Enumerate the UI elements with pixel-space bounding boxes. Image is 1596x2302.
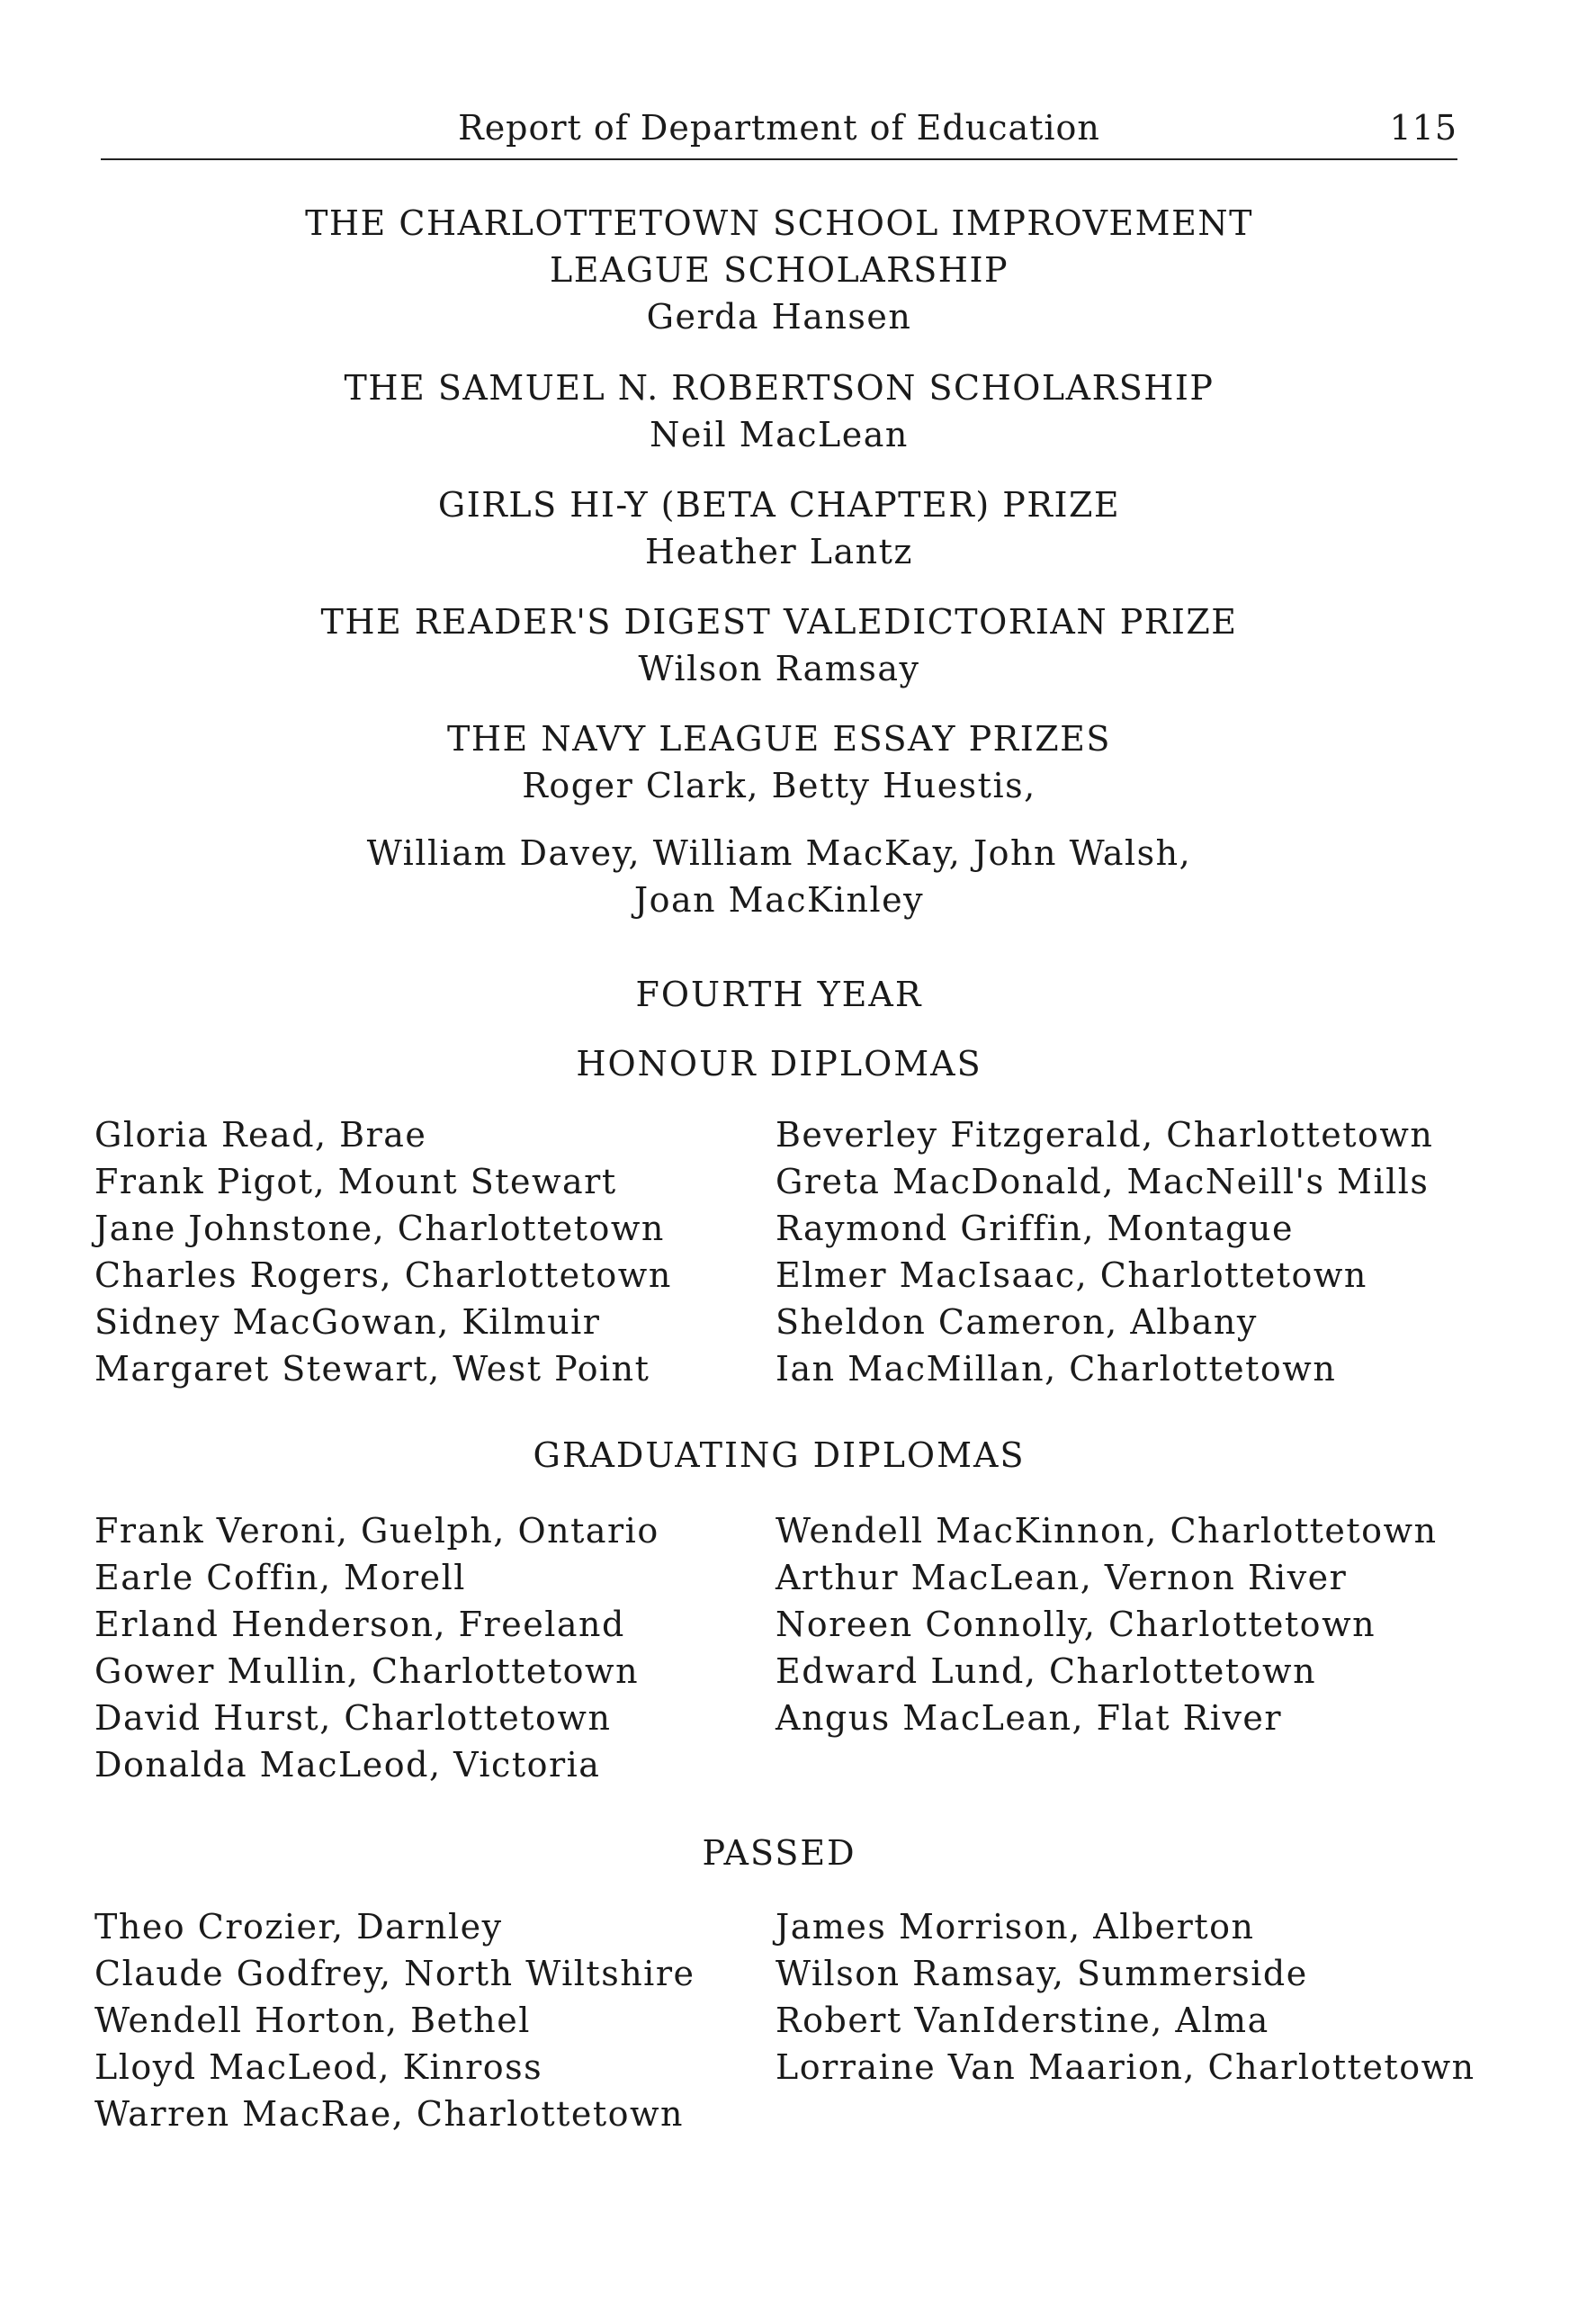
list-item: Gloria Read, Brae <box>94 1115 427 1155</box>
graduating-diplomas-right-column <box>776 1507 1438 1741</box>
passed-right-column <box>776 1903 1475 2091</box>
list-item: Claude Godfrey, North Wiltshire <box>94 1954 695 1993</box>
award-title: THE CHARLOTTETOWN SCHOOL IMPROVEMENT <box>305 203 1253 243</box>
award-navy-league-essay-prizes <box>101 715 1457 809</box>
award-recipient: Heather Lantz <box>645 532 913 571</box>
list-item: Sidney MacGowan, Kilmuir <box>94 1302 601 1342</box>
list-item: Jane Johnstone, Charlottetown <box>94 1209 665 1248</box>
running-title: Report of Department of Education <box>458 108 1100 148</box>
list-item: Margaret Stewart, West Point <box>94 1349 650 1389</box>
award-title: THE NAVY LEAGUE ESSAY PRIZES <box>447 719 1111 759</box>
award-recipient: Roger Clark, Betty Huestis, <box>522 766 1036 805</box>
list-item: Charles Rogers, Charlottetown <box>94 1255 672 1295</box>
list-item: Raymond Griffin, Montague <box>776 1209 1294 1248</box>
list-item: Wendell Horton, Bethel <box>94 2001 531 2040</box>
award-recipient: Joan MacKinley <box>633 880 925 920</box>
list-item: Noreen Connolly, Charlottetown <box>776 1605 1376 1644</box>
list-item: Earle Coffin, Morell <box>94 1558 466 1597</box>
page-number: 115 <box>1389 108 1457 148</box>
year-heading: FOURTH YEAR <box>635 975 923 1014</box>
award-title: GIRLS HI-Y (BETA CHAPTER) PRIZE <box>437 485 1121 525</box>
list-item: Wilson Ramsay, Summerside <box>776 1954 1308 1993</box>
list-item: Frank Veroni, Guelph, Ontario <box>94 1511 659 1551</box>
award-title: THE SAMUEL N. ROBERTSON SCHOLARSHIP <box>344 368 1215 408</box>
list-item: James Morrison, Alberton <box>776 1907 1255 1947</box>
award-recipient: Neil MacLean <box>650 415 909 454</box>
award-readers-digest-prize <box>101 598 1457 692</box>
list-item: Erland Henderson, Freeland <box>94 1605 625 1644</box>
award-navy-league-recipients <box>101 830 1457 923</box>
running-header <box>101 106 1457 160</box>
honour-diplomas-heading: HONOUR DIPLOMAS <box>576 1044 982 1084</box>
list-item: Edward Lund, Charlottetown <box>776 1651 1317 1691</box>
list-item: Lloyd MacLeod, Kinross <box>94 2047 543 2087</box>
honour-diplomas-right-column <box>776 1111 1433 1392</box>
award-recipient: Gerda Hansen <box>646 297 912 337</box>
list-item: Ian MacMillan, Charlottetown <box>776 1349 1337 1389</box>
award-recipient: Wilson Ramsay <box>638 649 920 688</box>
list-item: Robert VanIderstine, Alma <box>776 2001 1269 2040</box>
graduating-diplomas-heading: GRADUATING DIPLOMAS <box>533 1435 1026 1475</box>
list-item: Angus MacLean, Flat River <box>776 1698 1283 1738</box>
list-item: Donalda MacLeod, Victoria <box>94 1745 601 1785</box>
award-title: LEAGUE SCHOLARSHIP <box>549 250 1009 290</box>
list-item: Gower Mullin, Charlottetown <box>94 1651 640 1691</box>
passed-heading: PASSED <box>702 1833 856 1873</box>
award-recipient: William Davey, William MacKay, John Walsh, <box>366 833 1192 873</box>
honour-diplomas-left-column <box>94 1111 672 1392</box>
list-item: Theo Crozier, Darnley <box>94 1907 503 1947</box>
list-item: Greta MacDonald, MacNeill's Mills <box>776 1162 1430 1201</box>
list-item: Wendell MacKinnon, Charlottetown <box>776 1511 1438 1551</box>
list-item: Elmer MacIsaac, Charlottetown <box>776 1255 1367 1295</box>
list-item: Frank Pigot, Mount Stewart <box>94 1162 617 1201</box>
award-school-improvement-scholarship <box>101 200 1457 340</box>
list-item: Warren MacRae, Charlottetown <box>94 2094 684 2134</box>
list-item: Lorraine Van Maarion, Charlottetown <box>776 2047 1475 2087</box>
graduating-diplomas-left-column <box>94 1507 659 1788</box>
award-robertson-scholarship <box>101 364 1457 458</box>
list-item: Beverley Fitzgerald, Charlottetown <box>776 1115 1434 1155</box>
award-girls-hi-y-prize <box>101 481 1457 575</box>
list-item: Sheldon Cameron, Albany <box>776 1302 1258 1342</box>
list-item: Arthur MacLean, Vernon River <box>776 1558 1348 1597</box>
award-title: THE READER'S DIGEST VALEDICTORIAN PRIZE <box>320 602 1238 642</box>
passed-left-column <box>94 1903 695 2137</box>
list-item: David Hurst, Charlottetown <box>94 1698 612 1738</box>
